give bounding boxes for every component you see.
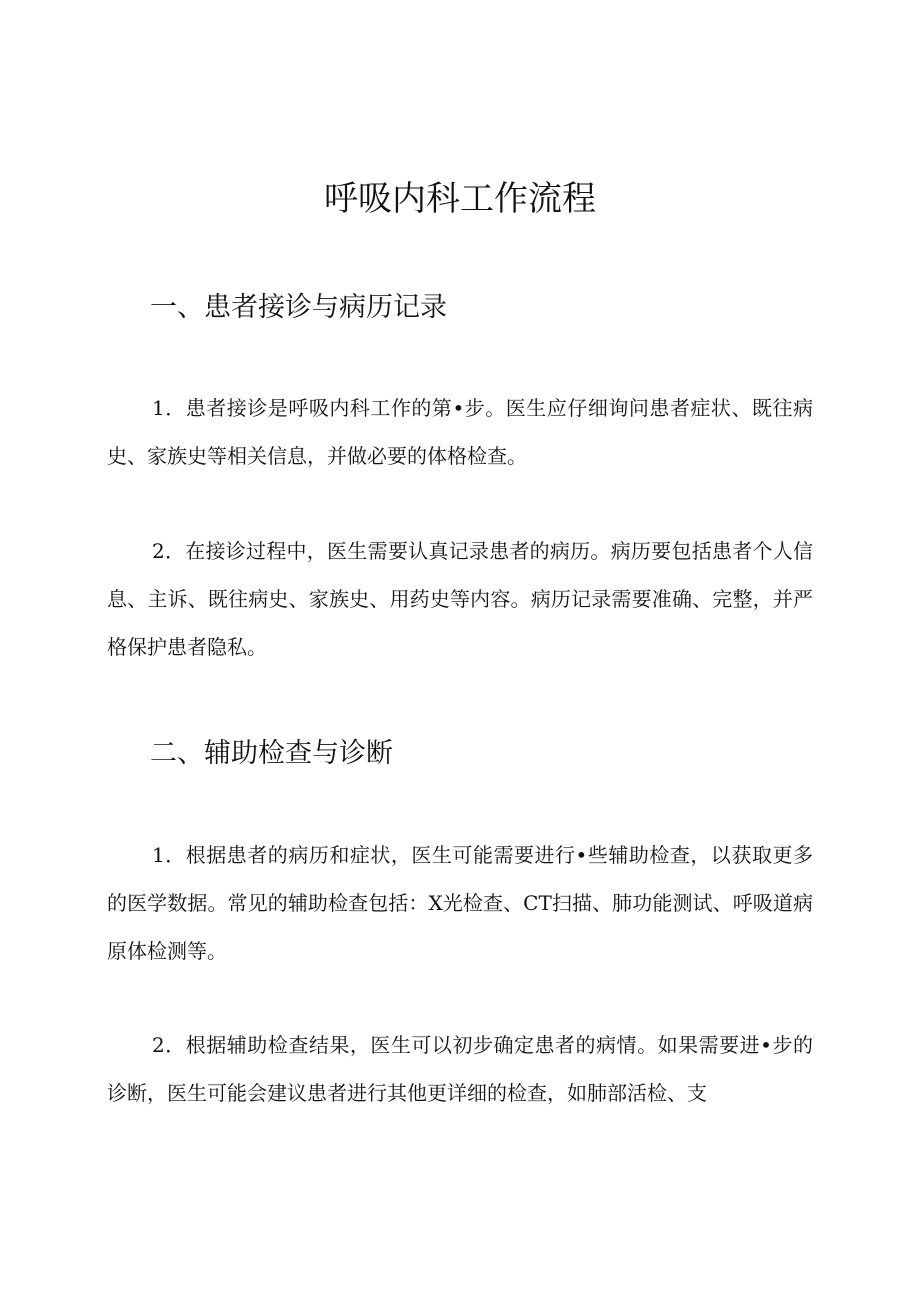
paragraph-2-2: 2．根据辅助检查结果，医生可以初步确定患者的病情。如果需要进•步的诊断，医生可能会建议患者进行其他更详细的检查，如肺部活检、支 bbox=[107, 1033, 813, 1105]
section-heading-1: 一、患者接诊与病历记录 bbox=[150, 292, 447, 323]
section-heading-2: 二、辅助检查与诊断 bbox=[150, 738, 393, 769]
paragraph-1-2: 2．在接诊过程中，医生需要认真记录患者的病历。病历要包括患者个人信息、主诉、既往病史、家族史、用药史等内容。病历记录需要准确、完整，并严格保护患者隐私。 bbox=[107, 539, 813, 659]
paragraph-1-1: 1．患者接诊是呼吸内科工作的第•步。医生应仔细询问患者症状、既往病史、家族史等相关信息，并做必要的体格检查。 bbox=[107, 396, 813, 468]
paragraph-2-1: 1．根据患者的病历和症状，医生可能需要进行•些辅助检查，以获取更多的医学数据。常见的辅助检查包括：X光检查、CT扫描、肺功能测试、呼吸道病原体检测等。 bbox=[107, 843, 813, 963]
document-title: 呼吸内科工作流程 bbox=[324, 179, 596, 219]
